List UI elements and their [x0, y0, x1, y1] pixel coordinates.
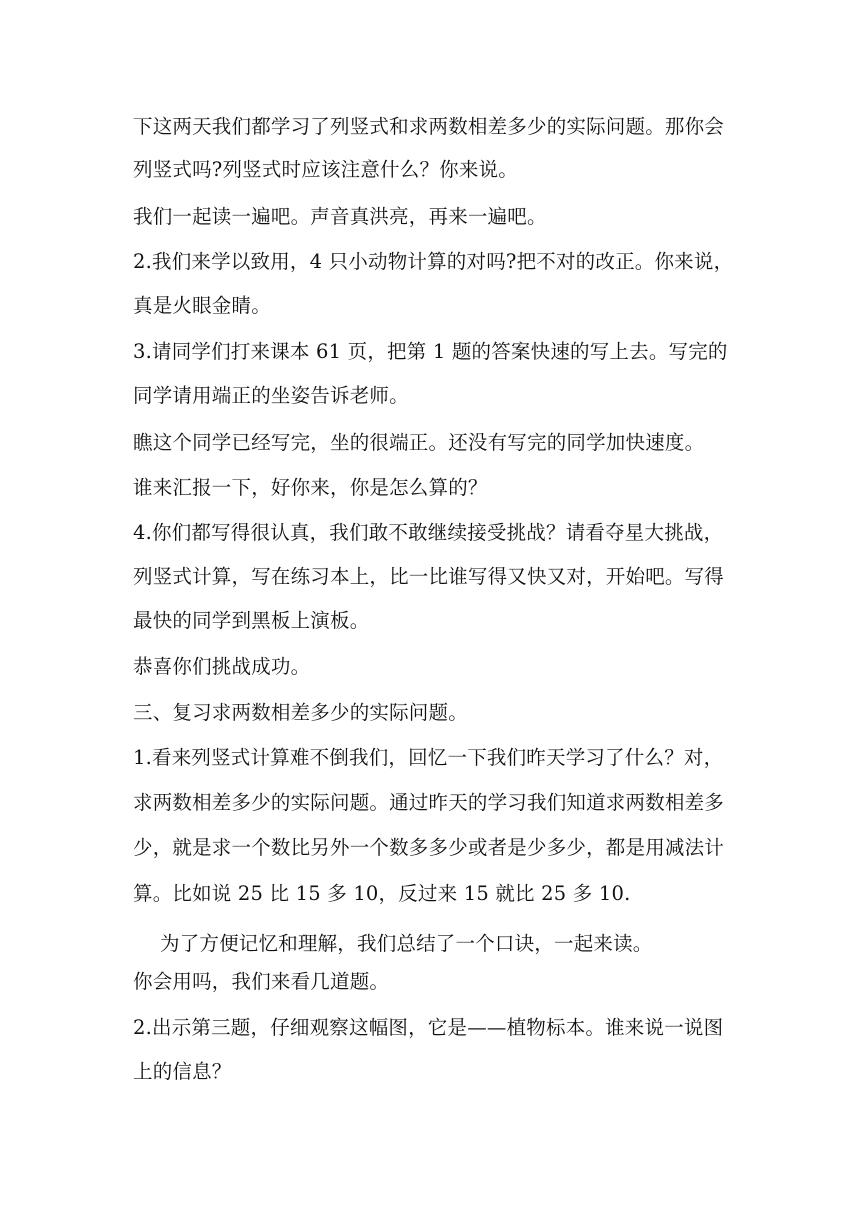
text-line: 少，就是求一个数比另外一个数多多少或者是少多少，都是用减法计 [133, 836, 725, 859]
section-heading: 三、复习求两数相差多少的实际问题。 [133, 701, 468, 724]
text-line: 上的信息？ [133, 1060, 232, 1083]
text-line: 1.看来列竖式计算难不倒我们，回忆一下我们昨天学习了什么？对， [133, 746, 724, 769]
text-line: 最快的同学到黑板上演板。 [133, 609, 370, 632]
text-line: 4.你们都写得很认真，我们敢不敢继续接受挑战？请看夺星大挑战， [133, 521, 724, 544]
text-line: 3.请同学们打来课本 61 页，把第 1 题的答案快速的写上去。写完的 [133, 340, 728, 363]
text-line: 算。比如说 25 比 15 多 10，反过来 15 就比 25 多 10. [133, 882, 631, 905]
text-line: 2.我们来学以致用，4 只小动物计算的对吗?把不对的改正。你来说， [133, 250, 734, 273]
text-line: 你会用吗，我们来看几道题。 [133, 970, 390, 993]
text-line: 恭喜你们挑战成功。 [133, 655, 311, 678]
text-line: 瞧这个同学已经写完，坐的很端正。还没有写完的同学加快速度。 [133, 431, 705, 454]
text-line: 同学请用端正的坐姿告诉老师。 [133, 384, 409, 407]
text-line: 谁来汇报一下，好你来，你是怎么算的？ [133, 476, 488, 499]
text-line: 列竖式计算，写在练习本上，比一比谁写得又快又对，开始吧。写得 [133, 565, 725, 588]
text-line: 求两数相差多少的实际问题。通过昨天的学习我们知道求两数相差多 [133, 791, 725, 814]
text-line: 2.出示第三题，仔细观察这幅图，它是——植物标本。谁来说一说图 [133, 1016, 724, 1039]
text-line: 真是火眼金睛。 [133, 294, 271, 317]
text-line: 我们一起读一遍吧。声音真洪亮，再来一遍吧。 [133, 205, 547, 228]
text-line: 下这两天我们都学习了列竖式和求两数相差多少的实际问题。那你会 [133, 115, 725, 138]
text-line: 列竖式吗?列竖式时应该注意什么？你来说。 [133, 158, 518, 181]
text-line: 为了方便记忆和理解，我们总结了一个口诀，一起来读。 [160, 932, 653, 955]
